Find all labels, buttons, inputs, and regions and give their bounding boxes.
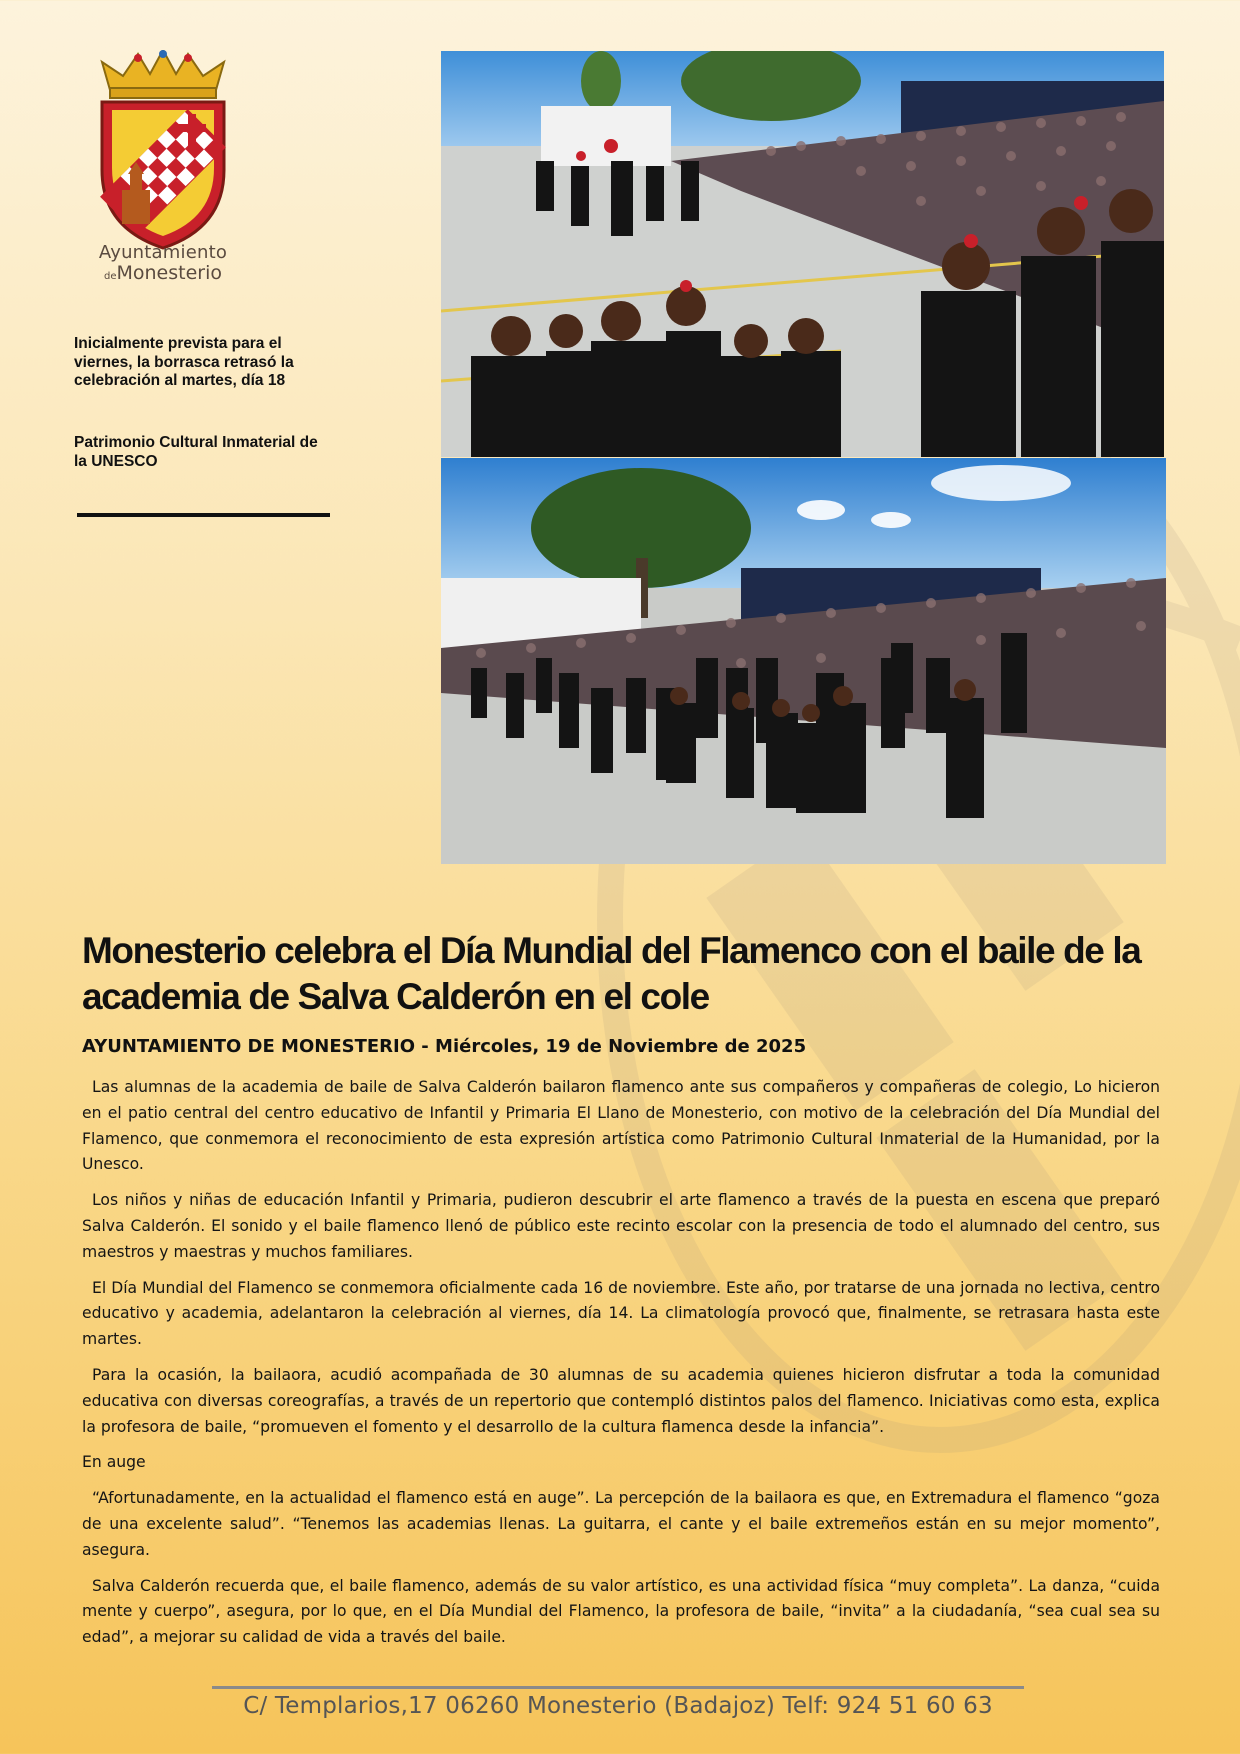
photo-bottom-flamenco-performance — [441, 458, 1166, 864]
sidebar-note-postponement: Inicialmente prevista para el viernes, la borrasca retrasó la celebración al martes, día 18 — [74, 335, 294, 389]
footer-rule — [212, 1686, 1024, 1689]
municipality-name — [86, 244, 240, 283]
article-body — [82, 1075, 1160, 1661]
logo-name-line1: Ayuntamiento — [98, 242, 228, 263]
logo-name-prefix: de — [103, 271, 117, 282]
article-subheading: En auge — [82, 1453, 146, 1472]
logo-name-line2 — [86, 264, 240, 283]
article-paragraph: Para la ocasión, la bailaora, acudió acompañada de 30 alumnas de su academia quienes hicieron disfrutar a toda la comunidad educativa con diversas coreografías, a través de un repertorio que contempló distintos palos del flamenco. Iniciativas como esta, explica la profesora de baile, “promueven el fomento y el desarrollo de la cultura flamenca desde la infancia”. — [82, 1365, 1160, 1436]
article-paragraph: Salva Calderón recuerda que, el baile flamenco, además de su valor artístico, es una actividad física “muy completa”. La danza, “cuida mente y cuerpo”, asegura, por lo que, en el Día Mundial del Flamenco, la profesora de baile, “invita” a la ciudadanía, “sea cual sea su edad”, a mejorar su calidad de vida a través del baile. — [82, 1576, 1160, 1647]
photo-top-flamenco-students — [441, 51, 1164, 457]
article-headline: Monesterio celebra el Día Mundial del Flamenco con el baile de la academia de Salva Calderón en el cole — [82, 930, 1141, 1017]
logo-name-town: Monesterio — [116, 262, 222, 284]
sidebar-divider — [77, 513, 330, 517]
article-paragraph: El Día Mundial del Flamenco se conmemora oficialmente cada 16 de noviembre. Este año, por tratarse de una jornada no lectiva, centro educativo y academia, adelantaron la celebración al viernes, día 14. La climatología provocó que, finalmente, se retrasara hasta este martes. — [82, 1278, 1160, 1349]
article-paragraph: Las alumnas de la academia de baile de Salva Calderón bailaron flamenco ante sus compañeros y compañeras de colegio, Lo hicieron en el patio central del centro educativo de Infantil y Primaria El Llano de Monesterio, con motivo de la celebración del Día Mundial del Flamenco, que conmemora el reconocimiento de esta expresión artística como Patrimonio Cultural Inmaterial de la Humanidad, por la Unesco. — [82, 1078, 1160, 1174]
article-byline: AYUNTAMIENTO DE MONESTERIO - Miércoles, 19 de Noviembre de 2025 — [82, 1036, 807, 1057]
sidebar-note-unesco: Patrimonio Cultural Inmaterial de la UNESCO — [74, 434, 318, 470]
footer-address: C/ Templarios,17 06260 Monesterio (Badajoz) Telf: 924 51 60 63 — [243, 1693, 993, 1719]
article-paragraph: Los niños y niñas de educación Infantil y Primaria, pudieron descubrir el arte flamenco a través de la puesta en escena que preparó Salva Calderón. El sonido y el baile flamenco llenó de público este recinto escolar con la presencia de todo el alumnado del centro, sus maestros y maestras y muchos familiares. — [82, 1191, 1160, 1261]
article-paragraph: “Afortunadamente, en la actualidad el flamenco está en auge”. La percepción de la bailaora es que, en Extremadura el flamenco “goza de una excelente salud”. “Tenemos las academias llenas. La guitarra, el cante y el baile extremeños están en su mejor momento”, asegura. — [82, 1489, 1160, 1559]
